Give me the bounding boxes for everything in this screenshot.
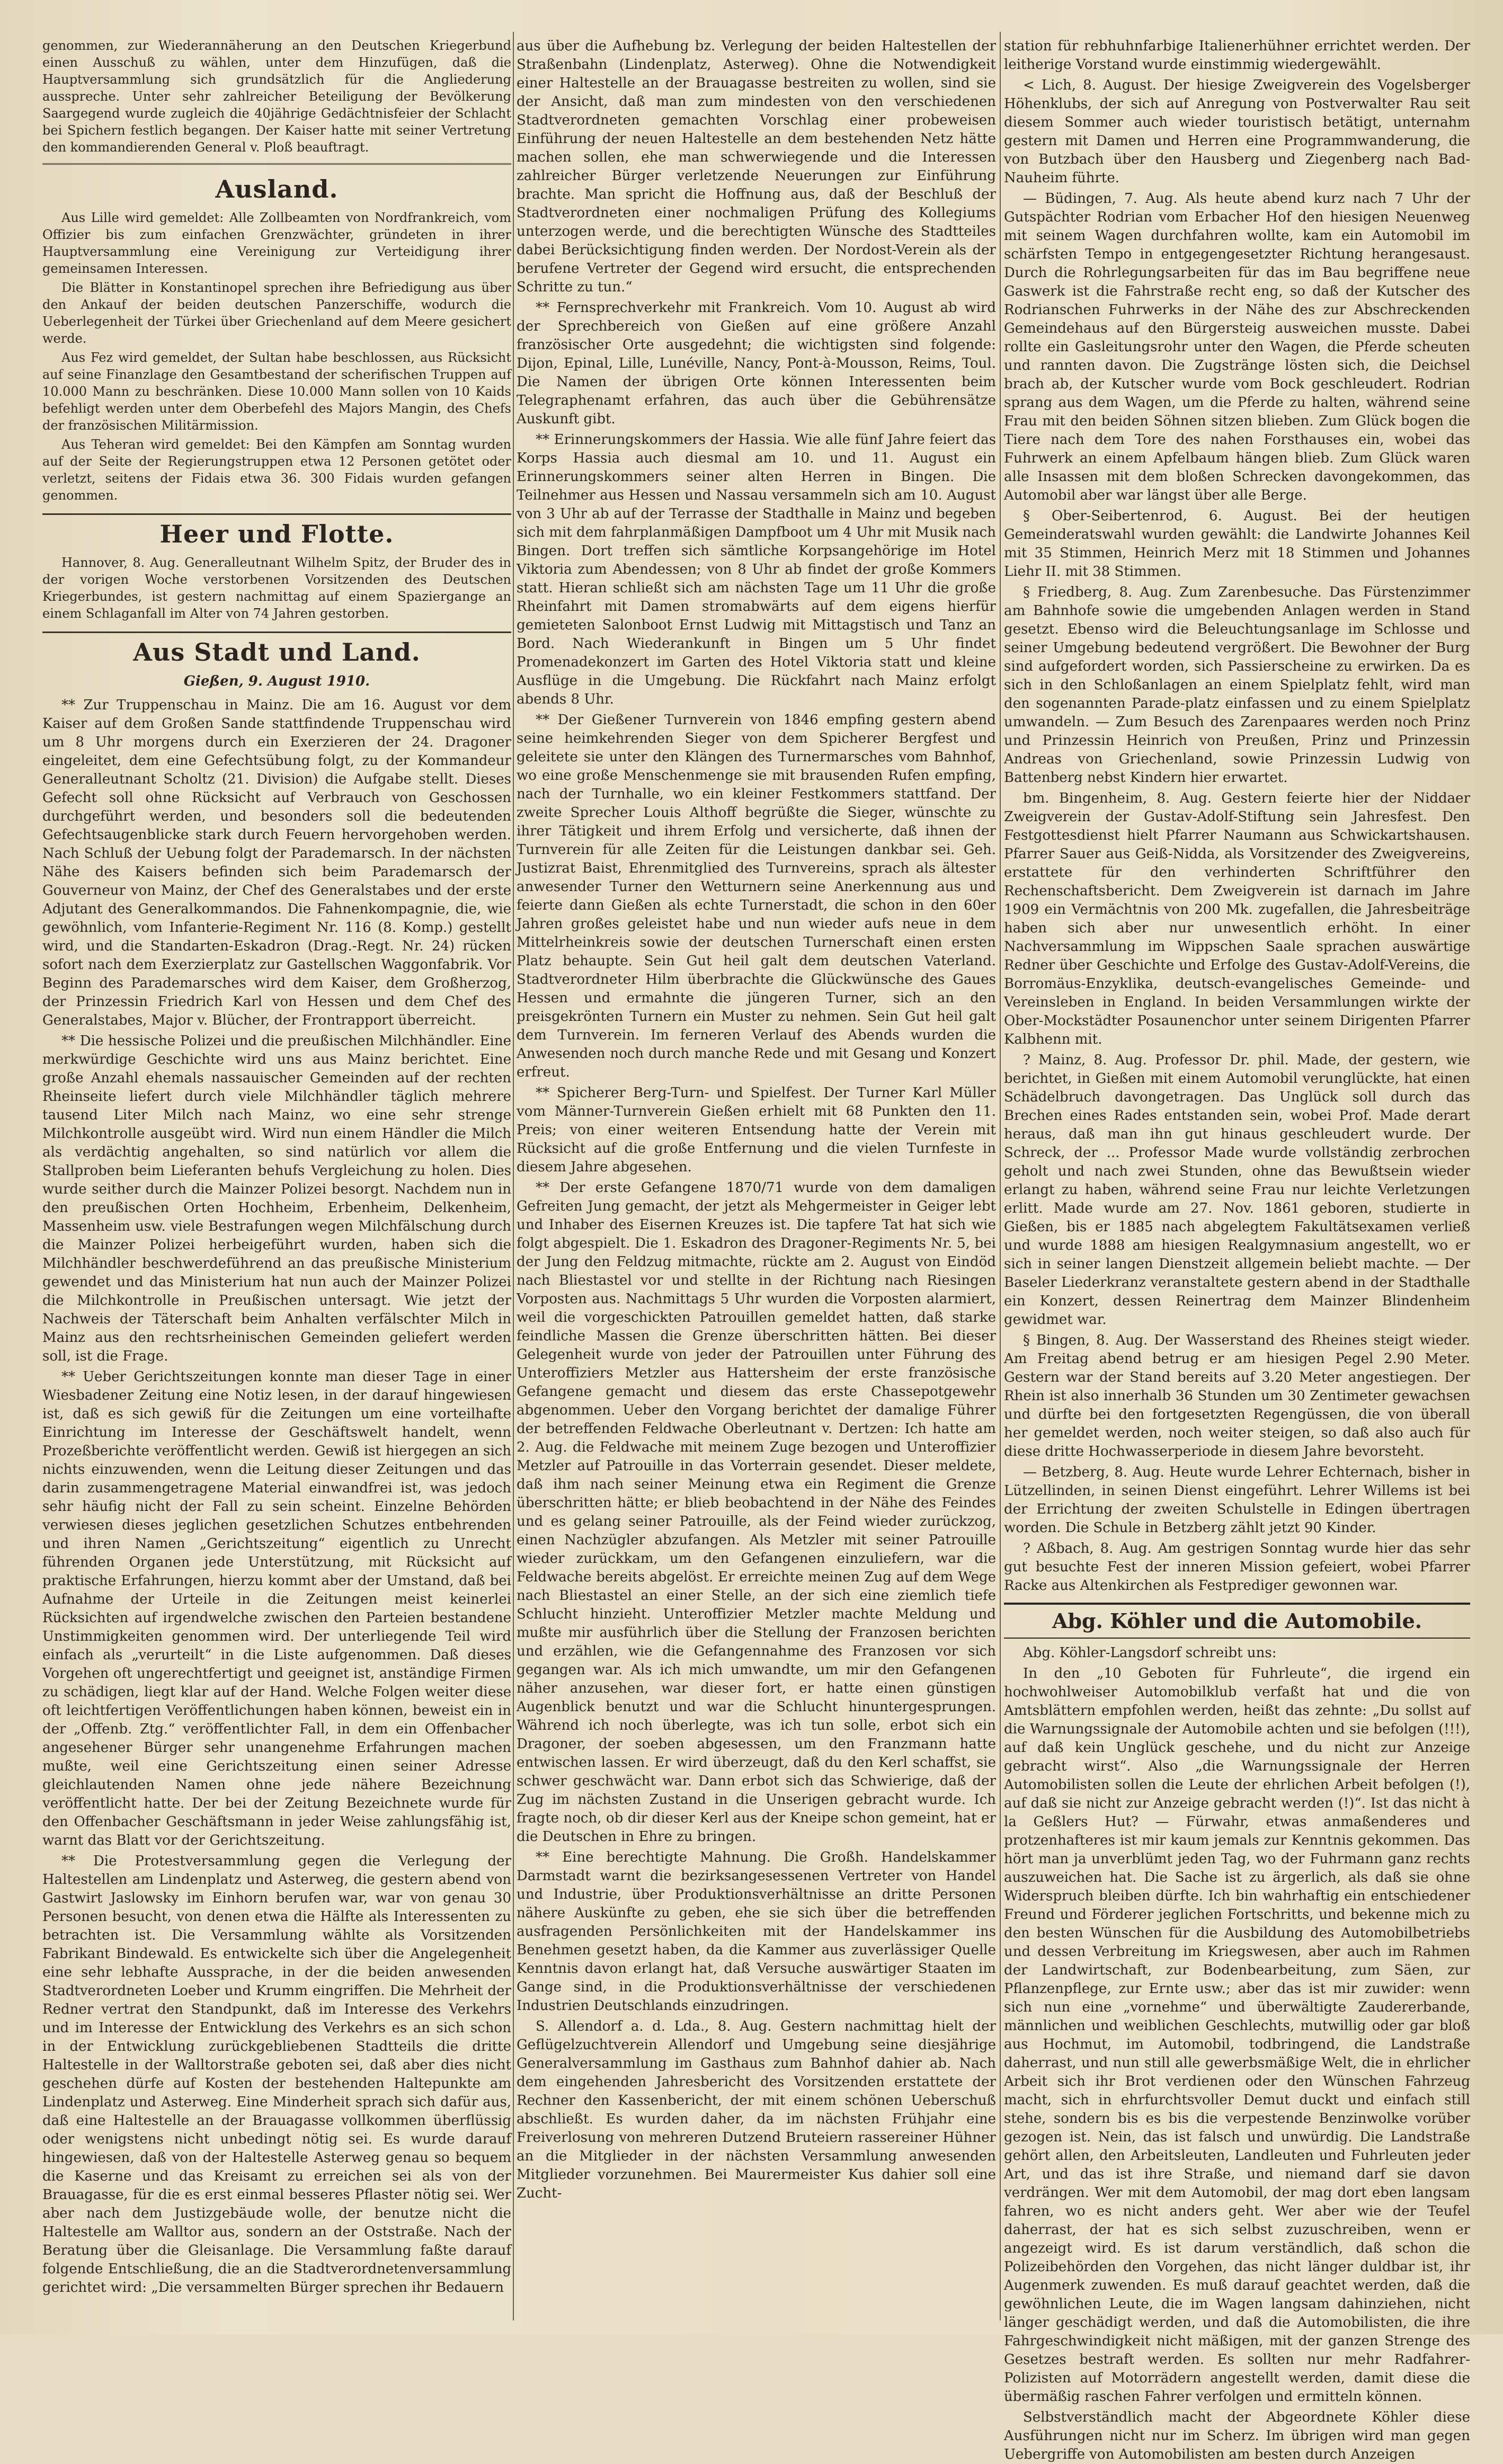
- column-rule-right: [1000, 32, 1001, 2320]
- article-paragraph: ** Erinnerungskommers der Hassia. Wie alle fünf Jahre feiert das Korps Hassia auch diesmal am 10. und 11. August ein Erinnerungskommers seiner alten Herren in Bingen. Die Teilnehmer aus Hessen und Nassau versammeln sich am 10. August von 3 Uhr ab auf der Terrasse der Stadthalle in Mainz und begeben sich mit dem fahrplanmäßigen Dampfboot um 4 Uhr mit Musik nach Bingen. Dort treffen sich sämtliche Korpsangehörige im Hotel Viktoria zum Abendessen; von 8 Uhr ab findet der große Kommers statt. Hieran schließt sich am nächsten Tage um 11 Uhr die große Rheinfahrt mit Damen stromabwärts auf dem eigens hierfür gemieteten Salonboot Ernst Ludwig mit Mittagstisch und Tanz an Bord. Nach Wiederankunft in Bingen um 5 Uhr findet Promenadekonzert im Garten des Hotel Viktoria statt und kleine Ausflüge in die Umgebung. Die Rückfahrt nach Mainz erfolgt abends 8 Uhr.: [517, 432, 996, 707]
- article-paragraph: — Betzberg, 8. Aug. Heute wurde Lehrer Echternach, bisher in Lützellinden, in seinen Dienst eingeführt. Lehrer Willems ist bei der Errichtung der zweiten Schulstelle in Edingen übertragen worden. Die Schule in Betzberg zählt jetzt 90 Kinder.: [1004, 1464, 1470, 1536]
- article-paragraph: Abg. Köhler-Langsdorf schreibt uns:: [1023, 1645, 1277, 1661]
- article-paragraph: § Bingen, 8. Aug. Der Wasserstand des Rheines steigt wieder. Am Freitag abend betrug er am hiesigen Pegel 2.90 Meter. Gestern war der Stand bereits auf 3.20 Meter angestiegen. Der Rhein ist also innerhalb 36 Stunden um 30 Zentimeter gewachsen und dürfte bei den fortgesetzten Regengüssen, die von überall her gemeldet werden, noch weiter steigen, so daß also auch für diese dritte Hochwasserperiode in diesem Jahre bevorsteht.: [1004, 1332, 1470, 1460]
- column-1: [42, 37, 511, 2315]
- article-paragraph: ** Spicherer Berg-Turn- und Spielfest. Der Turner Karl Müller vom Männer-Turnverein Gießen erhielt mit 68 Punkten den 11. Preis; von einer weiteren Entsendung hatte der Verein mit Rücksicht auf die große Entfernung und die vielen Turnfeste in diesem Jahre abgesehen.: [517, 1085, 996, 1175]
- article-paragraph: station für rebhuhnfarbige Italienerhühner errichtet werden. Der leitherige Vorstand wurde einstimmig wiedergewählt.: [1004, 38, 1470, 73]
- article-paragraph: In den „10 Geboten für Fuhrleute“, die irgend ein hochwohlweiser Automobilklub verfaßt hat und die von Amtsblättern empfohlen werden, heißt das zehnte: „Du sollst auf die Warnungssignale der Automobile achten und sie befolgen (!!!), auf daß kein Unglück geschehe, und du nicht zur Anzeige gebracht wirst“. Also „die Warnungssignale der Herren Automobilisten sollen die Leute der ehrlichen Arbeit befolgen (!), auf daß sie nicht zur Anzeige gebracht werden (!)“. Ist das nicht à la Geßlers Hut? — Fürwahr, etwas anmaßenderes und protzenhafteres ist mir kaum jemals zur Kenntnis gekommen. Das hört man ja unverblümt jeden Tag, wo der Fuhrmann ganz rechts auszuweichen hat. Die Sache ist zu ärgerlich, als daß sie ohne Widerspruch bleiben dürfte. Ich bin wahrhaftig ein entschiedener Freund und Förderer jeglichen Fortschritts, und bekenne mich zu den besten Wünschen für die Ausbildung des Automobilbetriebs und dessen Verbreitung im Kriegswesen, aber auch im Rahmen der Landwirtschaft, zur Bodenbearbeitung, zum Säen, zur Pflanzenpflege, zur Ernte usw.; aber das ist mir zuwider: wenn sich nun eine „vornehme“ und überwältigte Zaudererbande, männlichen und weiblichen Geschlechts, mutwillig oder gar bloß aus Hochmut, im Automobil, todbringend, die Landstraße daherrast, und nun still alle gewerbsmäßige Welt, die in ehrlicher Arbeit sich ihr Brot verdienen oder den Wünschen Fahrzeug macht, sich in ehrfurchtsvoller Demut duckt und einfach still stehe, sondern bis es bis die verpestende Benzinwolke vorüber gezogen ist. Nein, das ist falsch und unwürdig. Die Landstraße gehört allen, den Arbeitsleuten, Landleuten und Fuhrleuten jeder Art, und das ist ihre Straße, und niemand darf sie davon verdrängen. Wer mit dem Automobil, der mag dort eben langsam fahren, wo es nicht anders geht. Wer aber wie der Teufel daherrast, der hat es sich selbst zuzuschreiben, wenn er angezeigt wird. Es ist darum verständlich, daß schon die Polizeibehörden den Vorgehen, das nicht länger duldbar ist, ihr Augenmerk zuwenden. Es muß darauf geachtet werden, daß die gewöhnlichen Leute, die im Wagen langsam dahinziehen, nicht länger geschädigt werden, und daß die Automobilisten, die ihre Fahrgeschwindigkeit nicht mäßigen, mit der ganzen Strenge des Gesetzes bestraft werden. Es sollten nur mehr Radfahrer-Polizisten auf Motorrädern angestellt werden, damit diese die übermäßig raschen Fahrer verfolgen und ermitteln können.: [1004, 1666, 1470, 2405]
- heer-paragraph: Hannover, 8. Aug. Generalleutnant Wilhelm Spitz, der Bruder des in der vorigen Woche verstorbenen Vorsitzenden des Deutschen Kriegerbundes, ist gestern nachmittag auf einem Spaziergange an einem Schlaganfall im Alter von 74 Jahren gestorben.: [42, 555, 511, 621]
- article-paragraph: § Ober-Seibertenrod, 6. August. Bei der heutigen Gemeinderatswahl wurden gewählt: die Landwirte Johannes Keil mit 35 Stimmen, Heinrich Merz mit 18 Stimmen und Johannes Liehr II. mit 38 Stimmen.: [1004, 508, 1470, 580]
- article-heading-automobile: Abg. Köhler und die Automobile.: [1004, 1603, 1470, 1639]
- article-paragraph: ** Der Gießener Turnverein von 1846 empfing gestern abend seine heimkehrenden Sieger von dem Spicherer Bergfest und geleitete sie unter den Klängen des Turnermarsches vom Bahnhof, wo eine große Menschenmenge sie mit brausenden Rufen empfing, nach der Turnhalle, wo ein kleiner Festkommers stattfand. Der zweite Sprecher Louis Althoff begrüßte die Sieger, wünschte zu ihrer Tätigkeit und ihrem Erfolg und versicherte, daß ihnen der Turnverein für alle Zeiten für die Leistungen dankbar sei. Geh. Justizrat Baist, Ehrenmitglied des Turnvereins, sprach als ältester anwesender Turner den Wetturnern seine Anerkennung aus und feierte dann Gießen als echte Turnerstadt, die schon in den 60er Jahren großes geleistet habe und nun wieder aufs neue in dem Mittelrheinkreis sowie der deutschen Turnerschaft einen ersten Platz behaupte. Sein Gut heil galt dem deutschen Vaterland. Stadtverordneter Hilm überbrachte die Glückwünsche des Gaues Hessen und ermahnte die jüngeren Turner, sich an den preisgekrönten Turnern ein Muster zu nehmen. Sein Gut heil galt dem Turnverein. Im ferneren Verlauf des Abends wurden die Anwesenden noch durch manche Rede und mit Gesang und Konzert erfreut.: [517, 712, 996, 1080]
- dateline: Gießen, 9. August 1910.: [183, 673, 370, 689]
- divider: [42, 163, 511, 165]
- ausland-paragraph: Aus Lille wird gemeldet: Alle Zollbeamten von Nordfrankreich, vom Offizier bis zum einfachen Grenzwächter, gründeten in ihrer Hauptversammlung eine Vereinigung zur Verteidigung ihrer gemeinsamen Interessen.: [42, 210, 511, 276]
- article-paragraph: ** Zur Truppenschau in Mainz. Die am 16. August vor dem Kaiser auf dem Großen Sande stattfindende Truppenschau wird um 8 Uhr morgens durch ein Exerzieren der 24. Dragoner eingeleitet, dem eine Gefechtsübung folgt, zu der Kommandeur Generalleutnant Scholtz (21. Division) die Aufgabe stellt. Dieses Gefecht soll ohne Rücksicht auf Verbrauch von Geschossen durchgeführt werden, und besonders soll die bedeutenden Gefechtsaugenblicke stark durch Feuern hervorgehoben werden. Nach Schluß der Uebung folgt der Parademarsch. In der nächsten Nähe des Kaisers befinden sich beim Parademarsch der Gouverneur von Mainz, der Chef des Generalstabes und der erste Adjutant des Generalkommandos. Die Fahnenkompagnie, die, wie gewöhnlich, vom Infanterie-Regiment Nr. 116 (8. Komp.) gestellt wird, und die Standarten-Eskadron (Drag.-Regt. Nr. 24) rücken sofort nach dem Exerzierplatz zur Gastellschen Waggonfabrik. Vor Beginn des Parademarsches wird dem Kaiser, dem Großherzog, der Prinzessin Friedrich Karl von Hessen und dem Chef des Generalstabes, Major v. Blücher, der Frontrapport überreicht.: [42, 697, 511, 1028]
- article-paragraph: — Büdingen, 7. Aug. Als heute abend kurz nach 7 Uhr der Gutspächter Rodrian vom Erbacher Hof den hiesigen Neuenweg mit seinem Wagen durchfahren wollte, kam ein Automobil im schärfsten Tempo in entgegengesetzter Richtung herangesaust. Durch die Rohrlegungsarbeiten für das im Bau begriffene neue Gaswerk ist die Fahrstraße recht eng, so daß der Kutscher des Rodrianschen Fuhrwerks in der Nähe des zur Abschreckenden Gemeindehaus auf den Bürgersteig ausweichen musste. Dabei rollte ein Gasleitungsrohr unter den Wagen, die Pferde scheuten und rannten davon. Die Zugstränge lösten sich, die Deichsel brach ab, der Kutscher wurde vom Bock geschleudert. Rodrian sprang aus dem Wagen, um die Pferde zu halten, während seine Frau mit den beiden Söhnen sitzen blieben. Zum Glück bogen die Tiere nach dem Tore des nahen Forsthauses ein, wobei das Fuhrwerk an einem Apfelbaum hängen blieb. Zum Glück waren alle Insassen mit dem bloßen Schrecken davongekommen, das Automobil aber war längst über alle Berge.: [1004, 191, 1470, 503]
- article-paragraph: < Lich, 8. August. Der hiesige Zweigverein des Vogelsberger Höhenklubs, der sich auf Anregung von Postverwalter Rau seit diesem Sommer auch wieder touristisch betätigt, unternahm gestern mit Damen und Herren eine Programmwanderung, die von Butzbach über den Hausberg und Ziegenberg nach Bad-Nauheim führte.: [1004, 77, 1470, 186]
- column-rule-left: [513, 32, 514, 2320]
- section-heading-heer: Heer und Flotte.: [42, 513, 511, 549]
- article-paragraph: ** Fernsprechverkehr mit Frankreich. Vom 10. August ab wird der Sprechbereich von Gießen auf eine größere Anzahl französischer Orte ausgedehnt; die wichtigsten sind folgende: Dijon, Epinal, Lille, Lunéville, Nancy, Pont-à-Mousson, Reims, Toul. Die Namen der übrigen Orte können Interessenten beim Telegraphenamt erfahren, das auch über die Gebührensätze Auskunft gibt.: [517, 300, 996, 427]
- article-paragraph: ** Die hessische Polizei und die preußischen Milchhändler. Eine merkwürdige Geschichte wird uns aus Mainz berichtet. Eine große Anzahl ehemals nassauischer Gemeinden auf der rechten Rheinseite liefert durch viele Milchhändler täglich mehrere tausend Liter Milch nach Mainz, wo eine sehr strenge Milchkontrolle ausgeübt wird. Wird nun einem Händler die Milch als verdächtig angehalten, so sind natürlich vor allem die Stallproben beim Lieferanten behufs Vergleichung zu holen. Dies wurde seither durch die Mainzer Polizei besorgt. Nachdem nun in den preußischen Orten Hochheim, Erbenheim, Delkenheim, Massenheim usw. viele Bestrafungen wegen Milchfälschung durch die Mainzer Polizei herbeigeführt wurden, haben sich die Milchhändler beschwerdeführend an das preußische Ministerium gewendet und das Ministerium hat nun auch der Mainzer Polizei die Milchkontrolle in Preußischen untersagt. Wie jetzt der Nachweis der Täterschaft beim Anhalten verfälschter Milch in Mainz aus den rechtsrheinischen Gemeinden geliefert werden soll, ist die Frage.: [42, 1033, 511, 1364]
- article-paragraph: ? Mainz, 8. Aug. Professor Dr. phil. Made, der gestern, wie berichtet, in Gießen mit einem Automobil verunglückte, hat einen Schädelbruch davongetragen. Das Unglück soll durch das Brechen eines Rades entstanden sein, wobei Prof. Made derart heraus, daß man ihn gut hinaus geschleudert wurde. Der Schreck, der ... Professor Made wurde vollständig zerbrochen geholt und nach zwei Stunden, ohne das Bewußtsein wieder erlangt zu haben, während seine Frau nur leichte Verletzungen erlitt. Made wurde am 27. Nov. 1861 geboren, studierte in Gießen, bis er 1885 nach abgelegtem Fakultätsexamen verließ und wurde 1888 am hiesigen Realgymnasium angestellt, wo er sich in seiner langen Dienstzeit allgemein beliebt machte. — Der Baseler Liederkranz veranstaltete gestern abend in der Stadthalle ein Konzert, dessen Reinertrag dem Mainzer Blindenheim gewidmet war.: [1004, 1052, 1470, 1328]
- article-paragraph: ** Eine berechtigte Mahnung. Die Großh. Handelskammer Darmstadt warnt die bezirksangesessenen Vertreter von Handel und Industrie, über Produktionsverhältnisse an dritte Personen nähere Auskünfte zu geben, ehe sie sich über die betreffenden ausfragenden Persönlichkeiten mit der Handelskammer ins Benehmen gesetzt haben, da die Kammer aus zuverlässiger Quelle Kenntnis davon erlangt hat, daß Versuche auswärtiger Staaten im Gange sind, in die Produktionsverhältnisse der verschiedenen Industrien Deutschlands einzudringen.: [517, 1849, 996, 2014]
- intro-paragraph: genommen, zur Wiederannäherung an den Deutschen Kriegerbund einen Ausschuß zu wählen, unter dem Hinzufügen, daß die Hauptversammlung sich grundsätzlich für die Angliederung ausspreche. Unter sehr zahlreicher Beteiligung der Bevölkerung Saargegend wurde zugleich die 40jährige Gedächtnisfeier der Schlacht bei Spichern festlich begangen. Der Kaiser hatte mit seiner Vertretung den kommandierenden General v. Ploß beauftragt.: [42, 38, 511, 155]
- article-paragraph: S. Allendorf a. d. Lda., 8. Aug. Gestern nachmittag hielt der Geflügelzuchtverein Allendorf und Umgebung seine diesjährige Generalversammlung im Gasthaus zum Bahnhof dahier ab. Nach dem eingehenden Jahresbericht des Vorsitzenden erstattete der Rechner den Kassenbericht, der mit einem schönen Ueberschuß abschließt. Es wurden daher, da im nächsten Frühjahr eine Freiverlosung von mehreren Dutzend Bruteiern rassereiner Hühner an die Mitglieder in der nächsten Versammlung anwesenden Mitglieder vorzunehmen. Bei Maurermeister Kus dahier soll eine Zucht-: [517, 2018, 996, 2201]
- article-paragraph: ** Ueber Gerichtszeitungen konnte man dieser Tage in einer Wiesbadener Zeitung eine Notiz lesen, in der darauf hingewiesen ist, daß es sich gewiß für die Zeitungen um eine vorteilhafte Einrichtung im Interesse der Geschäftswelt handelt, wenn Prozeßberichte veröffentlicht werden. Gewiß ist hiergegen an sich nichts einzuwenden, wenn die Leitung dieser Zeitungen und das darin zusammengetragene Material einwandfrei ist, was jedoch sehr häufig nicht der Fall zu sein scheint. Einzelne Behörden verwiesen dieses jeglichen gesetzlichen Schutzes entbehrenden und ihren Namen „Gerichtszeitung“ eigentlich zu Unrecht führenden Organen jede Unterstützung, mit Rücksicht auf praktische Erfahrungen, hierzu kommt aber der Umstand, daß bei Aufnahme der Urteile in die Zeitungen meist keinerlei Rücksichten auf irgendwelche zwischen den Parteien bestandene Unstimmigkeiten genommen wird. Der unterliegende Teil wird einfach als „verurteilt“ in die Liste aufgenommen. Daß dieses Vorgehen oft ungerechtfertigt und geeignet ist, anständige Firmen zu schädigen, liegt klar auf der Hand. Welche Folgen weiter diese oft leichtfertigen Veröffentlichungen haben können, beweist ein in der „Offenb. Ztg.“ veröffentlichter Fall, in dem ein Offenbacher angesehener Bürger sehr unangenehme Erfahrungen machen mußte, weil eine Gerichtszeitung einen seiner Adresse gleichlautenden Namen ohne jede nähere Bezeichnung veröffentlicht hatte. Der bei der Zeitung Bezeichnete wurde für den Offenbacher Geschäftsmann in jeder Weise zahlungsfähig ist, warnt das Blatt vor der Gerichtszeitung.: [42, 1369, 511, 1848]
- article-paragraph: Selbstverständlich macht der Abgeordnete Köhler diese Ausführungen nicht nur im Scherz. Im übrigen wird man gegen Uebergriffe von Automobilisten am besten durch Anzeigen: [1004, 2409, 1470, 2462]
- article-paragraph: ** Der erste Gefangene 1870/71 wurde von dem damaligen Gefreiten Jung gemacht, der jetzt als Mehgermeister in Geiger lebt und Inhaber des Eisernen Kreuzes ist. Die tapfere Tat hat sich wie folgt abgespielt. Die 1. Eskadron des Dragoner-Regiments Nr. 5, bei der Jung den Feldzug mitmachte, rückte am 2. August von Eindöd nach Bliestastel vor und stellte in der Richtung nach Riesingen Vorposten aus. Nachmittags 5 Uhr wurden die Vorposten alarmiert, weil die vorgeschickten Patrouillen gemeldet hatten, daß starke feindliche Massen die Grenze überschritten hätten. Bei dieser Gelegenheit wurde von jeder der Patrouillen unter Führung des Unteroffiziers Metzler aus Hattersheim der erste französische Gefangene gemacht und diesem das erste Chassepotgewehr abgenommen. Ueber den Vorgang berichtet der damalige Führer der betreffenden Feldwache Oberleutnant v. Dertzen: Ich hatte am 2. Aug. die Feldwache mit meinem Zuge bezogen und Unteroffizier Metzler auf Patrouille in das Vorterrain gesendet. Dieser meldete, daß ihm nach seiner Meinung etwa ein Regiment die Grenze überschritten hätte; er blieb beobachtend in der Nähe des Feindes und es gelang seiner Patrouille, als der Feind wieder zurückzog, einen Nachzügler abzufangen. Als Metzler mit seiner Patrouille wieder zurückkam, um den Gefangenen einzuliefern, war die Feldwache bereits abgelöst. Er erreichte meinen Zug auf dem Wege nach Bliestastel an einer Stelle, an der sich eine ziemlich tiefe Schlucht hinzieht. Unteroffizier Metzler machte Meldung und mußte mir ausführlich über die Stellung der Franzosen berichten und erzählen, wie die Gefangennahme des Franzosen vor sich gegangen war. Als ich mich umwandte, um mir den Gefangenen näher anzusehen, war dieser fort, er hatte einen günstigen Augenblick benutzt und war die Schlucht hinuntergesprungen. Während ich noch überlegte, was ich tun solle, erbot sich ein Dragoner, der soeben abgesessen, um den Franzmann hatte entwischen lassen. Er wird überzeugt, daß du den Kerl schaffst, sie schwer geschwächt war. Dann erbot sich das Schwierige, daß der Zug im nächsten Zustand in die Unserigen gebracht wurde. Ich fragte noch, ob dir dieser Kerl aus der Kneipe schon gemeint, hat er die Deutschen in Ehre zu bringen.: [517, 1180, 996, 1845]
- article-paragraph: bm. Bingenheim, 8. Aug. Gestern feierte hier der Niddaer Zweigverein der Gustav-Adolf-Stiftung sein Jahresfest. Den Festgottesdienst hielt Pfarrer Naumann aus Schwickartshausen. Pfarrer Sauer aus Geiß-Nidda, als Vorsitzender des Zweigvereins, erstattete für den verhinderten Schriftführer den Rechenschaftsbericht. Dem Zweigverein ist darnach im Jahre 1909 ein Vermächtnis von 200 Mk. zugefallen, die Jahresbeiträge haben sich aber nur unwesentlich erhöht. In einer Nachversammlung im Wippschen Saale sprachen auswärtige Redner über Geschichte und Erfolge des Gustav-Adolf-Vereins, die Borromäus-Enzyklika, deutsch-evangelisches Gemeinde- und Vereinsleben in England. In beiden Versammlungen wirkte der Ober-Mockstädter Posaunenchor unter seinem Dirigenten Pfarrer Kalbhenn mit.: [1004, 790, 1470, 1047]
- article-paragraph: § Friedberg, 8. Aug. Zum Zarenbesuche. Das Fürstenzimmer am Bahnhofe sowie die umgebenden Anlagen werden in Stand gesetzt. Ebenso wird die Beleuchtungsanlage im Schlosse und seiner Umgebung bedeutend vergrößert. Die Bewohner der Burg sind aufgefordert worden, sich Passierscheine zu erwirken. Da es sich in den Schloßanlagen an einem Spielplatz fehlt, wird man den sogenannten Parade-platz einfassen und zu einem Spielplatz umwandeln. — Zum Besuch des Zarenpaares werden noch Prinz und Prinzessin Heinrich von Preußen, Prinz und Prinzessin Andreas von Griechenland, sowie Prinzessin Ludwig von Battenberg nebst Kindern hier erwartet.: [1004, 584, 1470, 786]
- section-heading-ausland: Ausland.: [215, 175, 339, 203]
- ausland-paragraph: Die Blätter in Konstantinopel sprechen ihre Befriedigung aus über den Ankauf der beiden deutschen Panzerschiffe, wodurch die Ueberlegenheit der Türkei über Griechenland auf dem Meere gesichert werde.: [42, 280, 511, 346]
- article-paragraph: ? Aßbach, 8. Aug. Am gestrigen Sonntag wurde hier das sehr gut besuchte Fest der inneren Mission gefeiert, wobei Pfarrer Racke aus Altenkirchen als Festprediger gewonnen war.: [1004, 1541, 1470, 1594]
- column-3: [1004, 37, 1470, 2462]
- section-heading-stadt: Aus Stadt und Land.: [42, 631, 511, 667]
- article-paragraph: ** Die Protestversammlung gegen die Verlegung der Haltestellen am Lindenplatz und Asterweg, die gestern abend von Gastwirt Jaslowsky im Einhorn berufen war, war von genau 30 Personen besucht, von denen etwa die Hälfte als Interessenten zu betrachten ist. Die Versammlung wählte als Vorsitzenden Fabrikant Bindewald. Es entwickelte sich über die Angelegenheit eine sehr lebhafte Aussprache, in der die beiden anwesenden Stadtverordneten Loeber und Krumm eingriffen. Die Mehrheit der Redner vertrat den Standpunkt, daß im Interesse des Verkehrs und im Interesse der Entwicklung des Verkehrs es an sich schon in der Entwicklung zurückgebliebenen Stadtteils die dritte Haltestelle in der Walltorstraße geboten sei, daß aber dies nicht geschehen dürfe auf Kosten der bestehenden Haltepunkte am Lindenplatz und Asterweg. Eine Minderheit sprach sich dafür aus, daß eine Haltestelle an der Brauagasse vollkommen überflüssig oder wenigstens nicht unbedingt nötig sei. Es wurde darauf hingewiesen, daß von der Haltestelle Asterweg genau so bequem die Kaserne und das Kreisamt zu erreichen sei als von der Brauagasse, für die es erst einmal besseres Pflaster nötig sei. Wer aber nach dem Justizgebäude wolle, der benutze nicht die Haltestelle am Walltor aus, sondern an der Oststraße. Nach der Beratung über die Gleisanlage. Die Versammlung faßte darauf folgende Entschließung, die an die Stadtverordnetenversammlung gerichtet wird: „Die versammelten Bürger sprechen ihr Bedauern: [42, 1853, 511, 2296]
- ausland-paragraph: Aus Teheran wird gemeldet: Bei den Kämpfen am Sonntag wurden auf der Seite der Regierungstruppen etwa 12 Personen getötet oder verletzt, seitens der Fidais etwa 36. 300 Fidais wurden gefangen genommen.: [42, 437, 511, 503]
- column-2: [517, 37, 996, 2315]
- article-paragraph: aus über die Aufhebung bz. Verlegung der beiden Haltestellen der Straßenbahn (Lindenplatz, Asterweg). Ohne die Notwendigkeit einer Haltestelle an der Brauagasse bestreiten zu wollen, sind sie der Ansicht, daß man zum mindesten von den verschiedenen Stadtverordneten gemachten Vorschlag einer probeweisen Einführung der neuen Haltestelle an dem bestehenden Netz hätte machen sollen, ehe man schwerwiegende und die Interessen zahlreicher Bürger verletzende Neuerungen zur Einführung brachte. Man spricht die Hoffnung aus, daß der Beschluß der Stadtverordneten einer nochmaligen Prüfung des Kollegiums unterzogen werde, und die berechtigten Wünsche des Stadtteiles dabei Berücksichtigung finden werden. Der Nordost-Verein als der berufene Vertreter der Gegend wird ersucht, die entsprechenden Schritte zu tun.“: [517, 38, 996, 295]
- ausland-paragraph: Aus Fez wird gemeldet, der Sultan habe beschlossen, aus Rücksicht auf seine Finanzlage den Gesamtbestand der scherifischen Truppen auf 10.000 Mann zu beschränken. Diese 10.000 Mann sollen von 10 Kaids befehligt werden unter dem Oberbefehl des Majors Mangin, des Chefs der französischen Militärmission.: [42, 350, 511, 433]
